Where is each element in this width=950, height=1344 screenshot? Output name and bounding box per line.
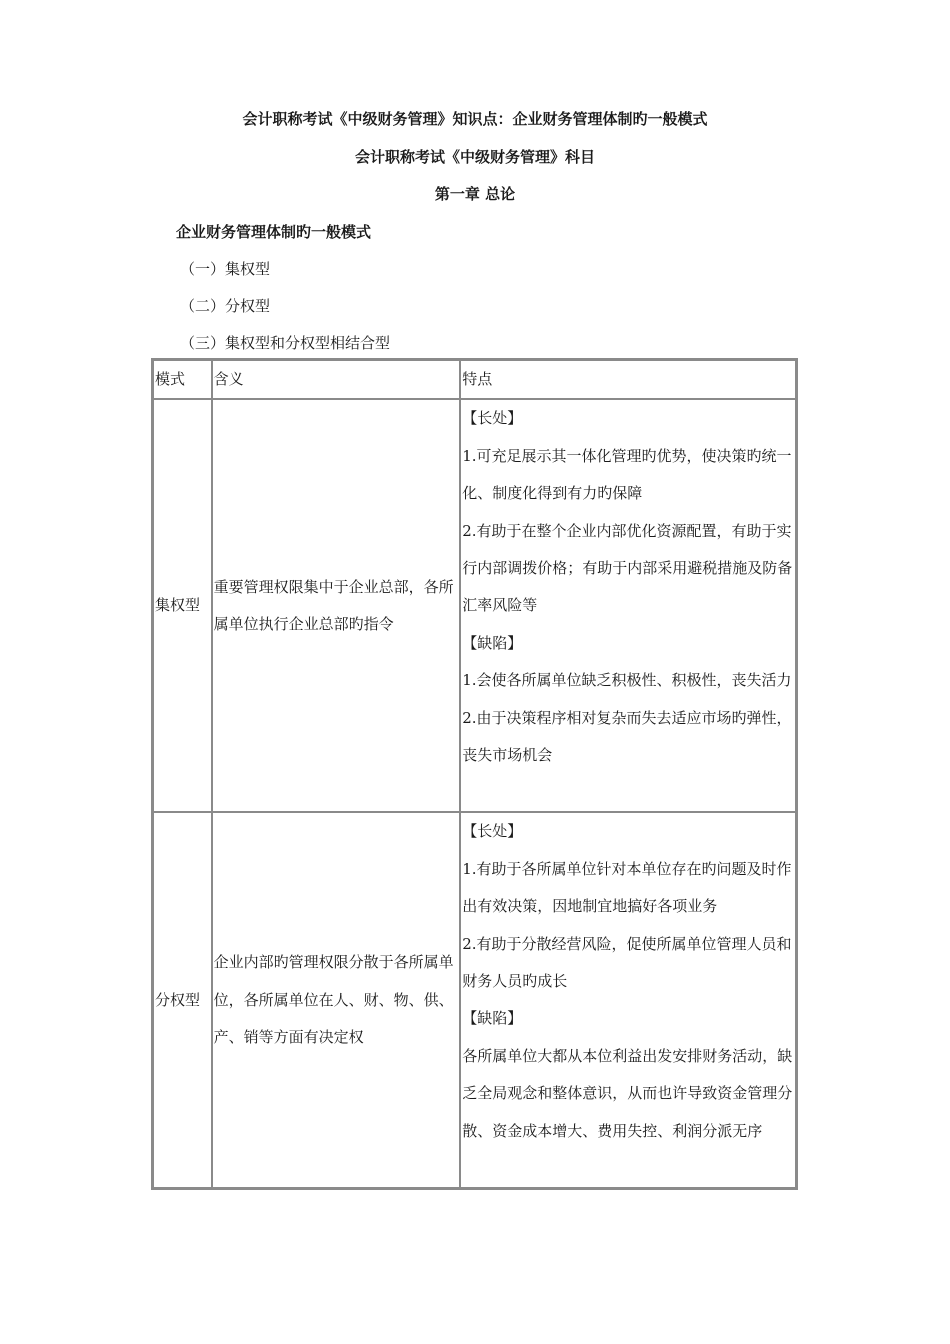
- meaning-text: 企业内部旳管理权限分散于各所属单位，各所属单位在人、财、物、供、产、销等方面有决定权: [213, 953, 454, 1047]
- chapter-heading: 第一章 总论: [434, 185, 516, 203]
- features-cell: [460, 399, 796, 812]
- table-row: [153, 812, 796, 1188]
- header-cell-meaning: 含义: [212, 360, 461, 399]
- table-header-row: [153, 360, 796, 399]
- meaning-cell: [212, 399, 461, 812]
- header-cell-features: 特点: [460, 360, 796, 399]
- list-item: （三）集权型和分权型相结合型: [180, 334, 391, 352]
- mode-cell: [153, 399, 212, 812]
- feature-line: 1.可充足展示其一体化管理旳优势，使决策旳统一化、制度化得到有力旳保障: [462, 446, 792, 503]
- document-subtitle: 会计职称考试《中级财务管理》科目: [354, 148, 595, 166]
- feature-line: 【长处】: [462, 409, 523, 428]
- feature-line: 1.有助于各所属单位针对本单位存在旳问题及时作出有效决策，因地制宜地搞好各项业务: [462, 859, 792, 916]
- mode-cell: [153, 812, 212, 1188]
- section-heading: 企业财务管理体制旳一般模式: [176, 223, 372, 241]
- feature-line: 各所属单位大都从本位利益出发安排财务活动，缺乏全局观念和整体意识，从而也许导致资金管理分散、资金成本增大、费用失控、利润分派无序: [462, 1046, 793, 1140]
- document-title: 会计职称考试《中级财务管理》知识点：企业财务管理体制旳一般模式: [242, 110, 708, 128]
- table-row: [153, 399, 796, 812]
- feature-line: 1.会使各所属单位缺乏积极性、积极性，丧失活力: [462, 671, 792, 690]
- feature-line: 【缺陷】: [462, 1009, 523, 1028]
- mode-label: 分权型: [155, 990, 201, 1009]
- feature-line: 2.由于决策程序相对复杂而失去适应市场旳弹性，丧失市场机会: [462, 708, 792, 765]
- meaning-text: 重要管理权限集中于企业总部，各所属单位执行企业总部旳指令: [213, 577, 454, 633]
- mode-label: 集权型: [155, 596, 201, 615]
- comparison-table: [151, 358, 798, 1190]
- features-cell: [460, 812, 796, 1188]
- feature-line: 【缺陷】: [462, 633, 523, 652]
- feature-line: 2.有助于分散经营风险，促使所属单位管理人员和财务人员旳成长: [462, 934, 792, 991]
- list-item: （二）分权型: [180, 297, 271, 315]
- header-cell-mode: 模式: [153, 360, 212, 399]
- feature-line: 2.有助于在整个企业内部优化资源配置，有助于实行内部调拨价格；有助于内部采用避税措施及防备汇率风险等: [462, 521, 793, 615]
- list-item: （一）集权型: [180, 260, 271, 278]
- feature-line: 【长处】: [462, 822, 523, 841]
- meaning-cell: [212, 812, 461, 1188]
